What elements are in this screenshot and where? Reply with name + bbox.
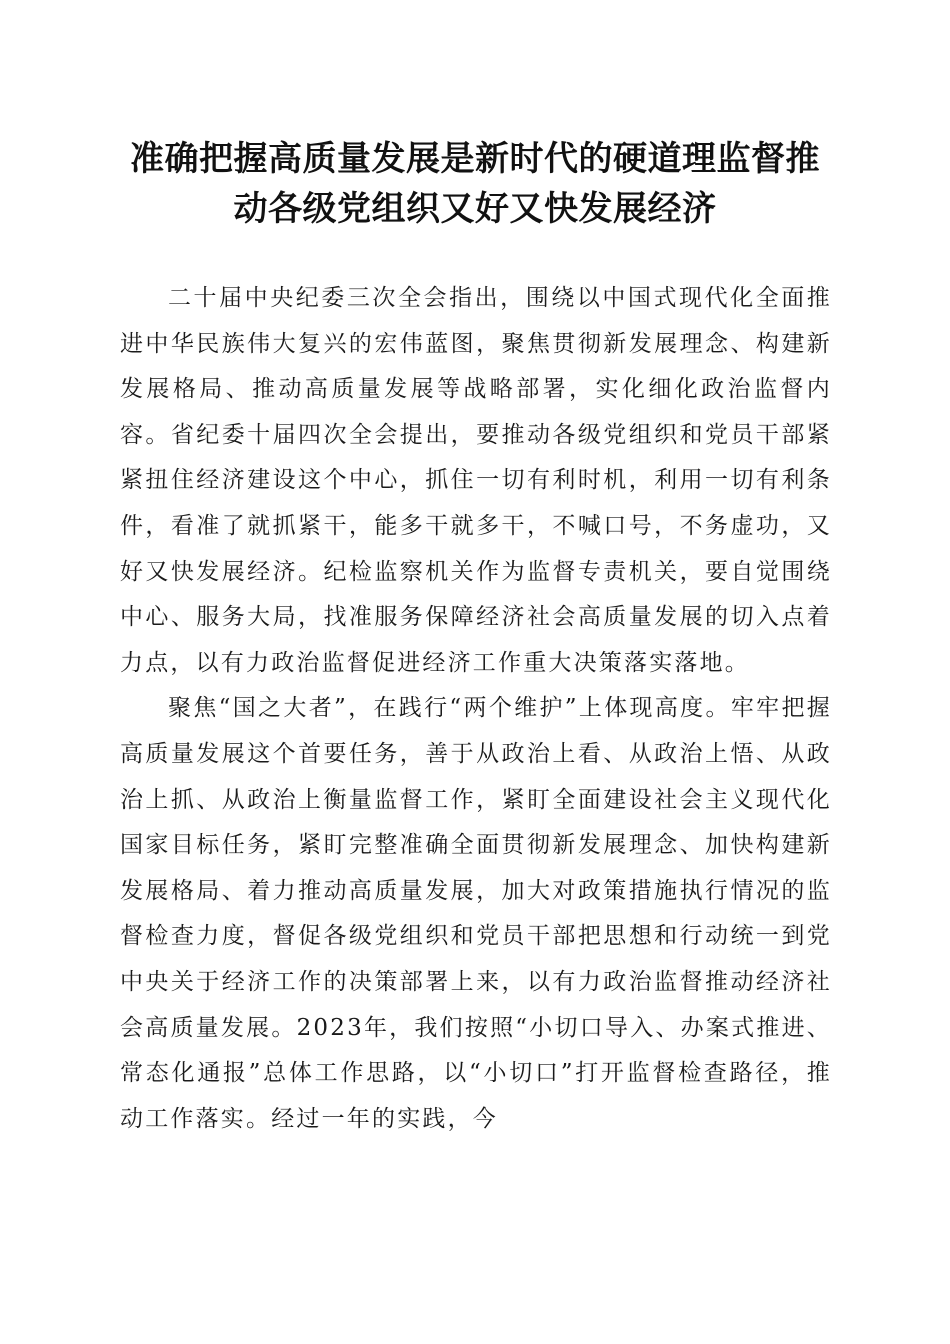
body-paragraph-2: 聚焦“国之大者”，在践行“两个维护”上体现高度。牢牢把握高质量发展这个首要任务，善于从政治上看、从政治上悟、从政治上抓、从政治上衡量监督工作，紧盯全面建设社会主义现代化国家目标任务，紧盯完整准确全面贯彻新发展理念、加快构建新发展格局、着力推动高质量发展，加大对政策措施执行情况的监督检查力度，督促各级党组织和党员干部把思想和行动统一到党中央关于经济工作的决策部署上来，以有力政治监督推动经济社会高质量发展。2023年，我们按照“小切口导入、办案式推进、常态化通报”总体工作思路，以“小切口”打开监督检查路径，推动工作落实。经过一年的实践，今 [120, 695, 832, 1132]
title-line-1: 准确把握高质量发展是新时代的硬道理监督推 [130, 139, 820, 179]
title-line-2: 动各级党组织又好又快发展经济 [233, 189, 717, 229]
document-body [120, 276, 832, 1142]
document-title [110, 134, 840, 234]
body-paragraph-1: 二十届中央纪委三次全会指出，围绕以中国式现代化全面推进中华民族伟大复兴的宏伟蓝图，聚焦贯彻新发展理念、构建新发展格局、推动高质量发展等战略部署，实化细化政治监督内容。省纪委十届四次全会提出，要推动各级党组织和党员干部紧紧扭住经济建设这个中心，抓住一切有利时机，利用一切有利条件，看准了就抓紧干，能多干就多干，不喊口号，不务虚功，又好又快发展经济。纪检监察机关作为监督专责机关，要自觉围绕中心、服务大局，找准服务保障经济社会高质量发展的切入点着力点，以有力政治监督促进经济工作重大决策落实落地。 [120, 285, 832, 676]
